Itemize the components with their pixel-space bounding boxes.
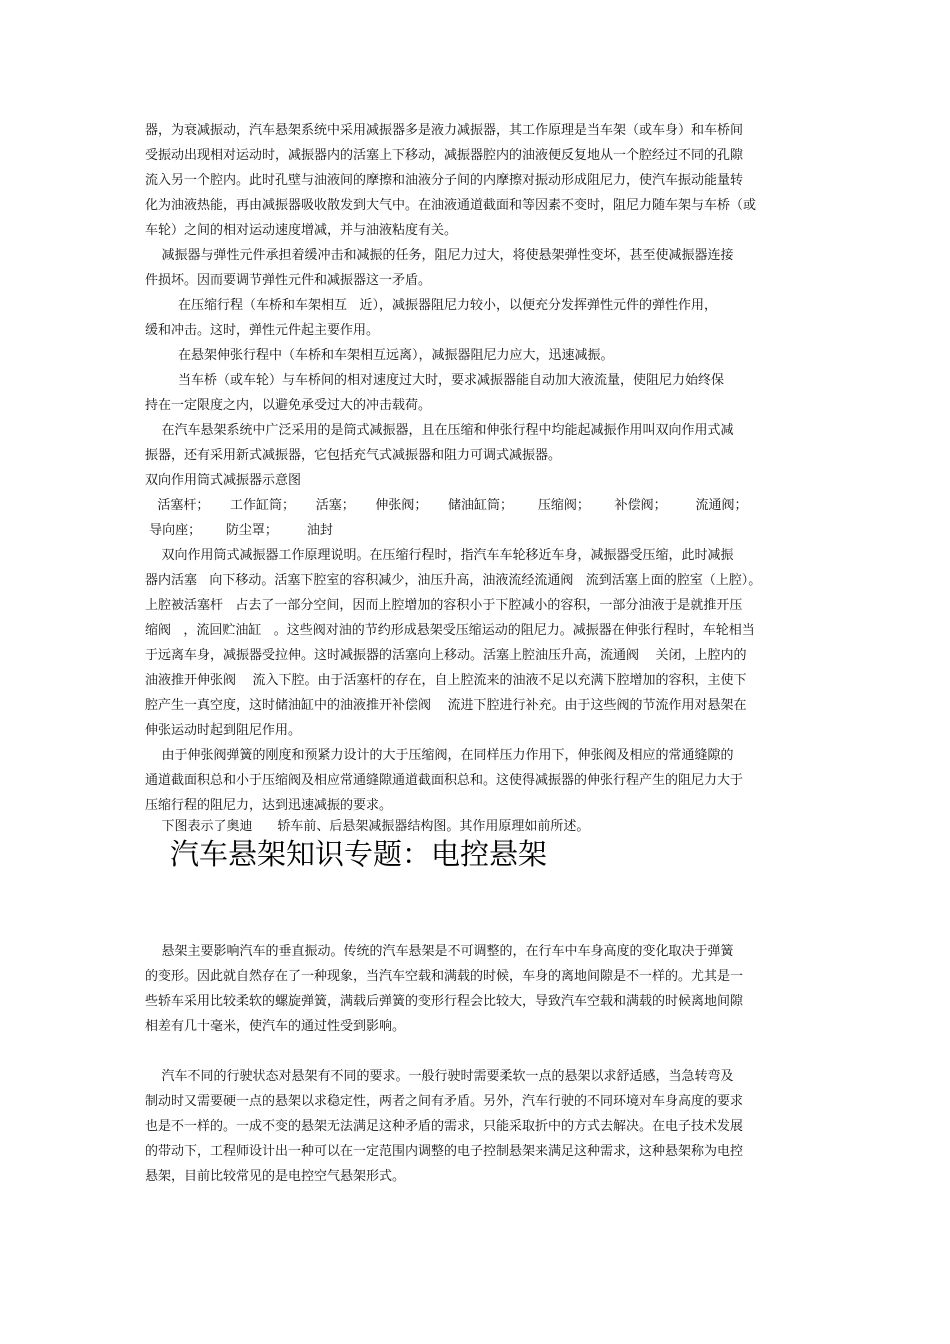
text-line: 在汽车悬架系统中广泛采用的是筒式减振器，且在压缩和伸张行程中均能起减振作用叫双向作用式减	[145, 423, 734, 438]
text-line: 制动时又需要硬一点的悬架以求稳定性，两者之间有矛盾。另外，汽车行驶的不同环境对车身高度的要求	[145, 1094, 744, 1109]
text-line: 悬架主要影响汽车的垂直振动。传统的汽车悬架是不可调整的，在行车中车身高度的变化取决于弹簧	[145, 944, 734, 959]
text-line: 的变形。因此就自然存在了一种现象，当汽车空载和满载的时候，车身的离地间隙是不一样的。尤其是一	[145, 969, 744, 984]
text-line: 伸张运动时起到阻尼作用。	[145, 723, 302, 738]
text-line: 件损坏。因而要调节弹性元件和减振器这一矛盾。	[145, 273, 432, 288]
text-line: 持在一定限度之内，以避免承受过大的冲击载荷。	[145, 398, 432, 413]
text-line: 于远离车身，减振器受拉伸。这时减振器的活塞向上移动。活塞上腔油压升高，流通阀 关闭，上腔内的	[145, 648, 747, 663]
figure-caption: 双向作用筒式减振器示意图	[145, 473, 302, 488]
text-line: 也是不一样的。一成不变的悬架无法满足这种矛盾的需求，只能采取折中的方式去解决。在电子技术发展	[145, 1119, 744, 1134]
text-line: 腔产生一真空度，这时储油缸中的油液推开补偿阀 流进下腔进行补充。由于这些阀的节流作用对悬架在	[145, 698, 747, 713]
text-line: 器，为衰减振动，汽车悬架系统中采用减振器多是液力减振器，其工作原理是当车架（或车身）和车桥间	[145, 123, 744, 138]
text-line: 下图表示了奥迪 轿车前、后悬架减振器结构图。其作用原理如前所述。	[145, 819, 590, 834]
text-line: 车轮）之间的相对运动速度增减，并与油液粘度有关。	[145, 223, 458, 238]
text-line: 在悬架伸张行程中（车桥和车架相互远离），减振器阻尼力应大，迅速减振。	[145, 348, 614, 363]
section-title: 汽车悬架知识专题：电控悬架	[170, 837, 548, 871]
text-line: 缓和冲击。这时，弹性元件起主要作用。	[145, 323, 380, 338]
text-line: 油液推开伸张阀 流入下腔。由于活塞杆的存在，自上腔流来的油液不足以充满下腔增加的容积，主使下	[145, 673, 747, 688]
parts-list: 活塞杆； 工作缸筒； 活塞； 伸张阀； 储油缸筒； 压缩阀； 补偿阀； 流通阀；	[145, 498, 748, 513]
text-line: 缩阀 ，流回贮油缸 。这些阀对油的节约形成悬架受压缩运动的阻尼力。减振器在伸张行程时，车轮相当	[145, 623, 755, 638]
text-line: 由于伸张阀弹簧的刚度和预紧力设计的大于压缩阀，在同样压力作用下，伸张阀及相应的常通缝隙的	[145, 748, 734, 763]
text-line: 通道截面积总和小于压缩阀及相应常通缝隙通道截面积总和。这使得减振器的伸张行程产生的阻尼力大于	[145, 773, 744, 788]
parts-list: 导向座； 防尘罩； 油封	[145, 523, 333, 538]
text-line: 相差有几十毫米，使汽车的通过性受到影响。	[145, 1019, 406, 1034]
text-line: 汽车不同的行驶状态对悬架有不同的要求。一般行驶时需要柔软一点的悬架以求舒适感，当急转弯及	[145, 1069, 734, 1084]
text-line: 些轿车采用比较柔软的螺旋弹簧，满载后弹簧的变形行程会比较大，导致汽车空载和满载的时候离地间隙	[145, 994, 744, 1009]
text-line: 悬架，目前比较常见的是电控空气悬架形式。	[145, 1169, 406, 1184]
text-line: 器内活塞 向下移动。活塞下腔室的容积减少，油压升高，油液流经流通阀 流到活塞上面的腔室（上腔）。	[145, 573, 762, 588]
text-line: 当车桥（或车轮）与车桥间的相对速度过大时，要求减振器能自动加大液流量，使阻尼力始终保	[145, 373, 725, 388]
text-line: 的带动下，工程师设计出一种可以在一定范围内调整的电子控制悬架来满足这种需求，这种悬架称为电控	[145, 1144, 744, 1159]
text-line: 在压缩行程（车桥和车架相互 近），减振器阻尼力较小，以便充分发挥弹性元件的弹性作用，	[145, 298, 717, 313]
text-line: 振器，还有采用新式减振器，它包括充气式减振器和阻力可调式减振器。	[145, 448, 562, 463]
text-line: 上腔被活塞杆 占去了一部分空间，因而上腔增加的容积小于下腔减小的容积，一部分油液于是就推开压	[145, 598, 743, 613]
text-line: 压缩行程的阻尼力，达到迅速减振的要求。	[145, 798, 393, 813]
text-line: 受振动出现相对运动时，减振器内的活塞上下移动，减振器腔内的油液便反复地从一个腔经过不同的孔隙	[145, 148, 744, 163]
text-line: 减振器与弹性元件承担着缓冲击和减振的任务，阻尼力过大，将使悬架弹性变坏，甚至使减振器连接	[145, 248, 734, 263]
text-line: 双向作用筒式减振器工作原理说明。在压缩行程时，指汽车车轮移近车身，减振器受压缩，此时减振	[145, 548, 734, 563]
text-line: 流入另一个腔内。此时孔壁与油液间的摩擦和油液分子间的内摩擦对振动形成阻尼力，使汽车振动能量转	[145, 173, 744, 188]
text-line: 化为油液热能，再由减振器吸收散发到大气中。在油液通道截面和等因素不变时，阻尼力随车架与车桥（或	[145, 198, 757, 213]
